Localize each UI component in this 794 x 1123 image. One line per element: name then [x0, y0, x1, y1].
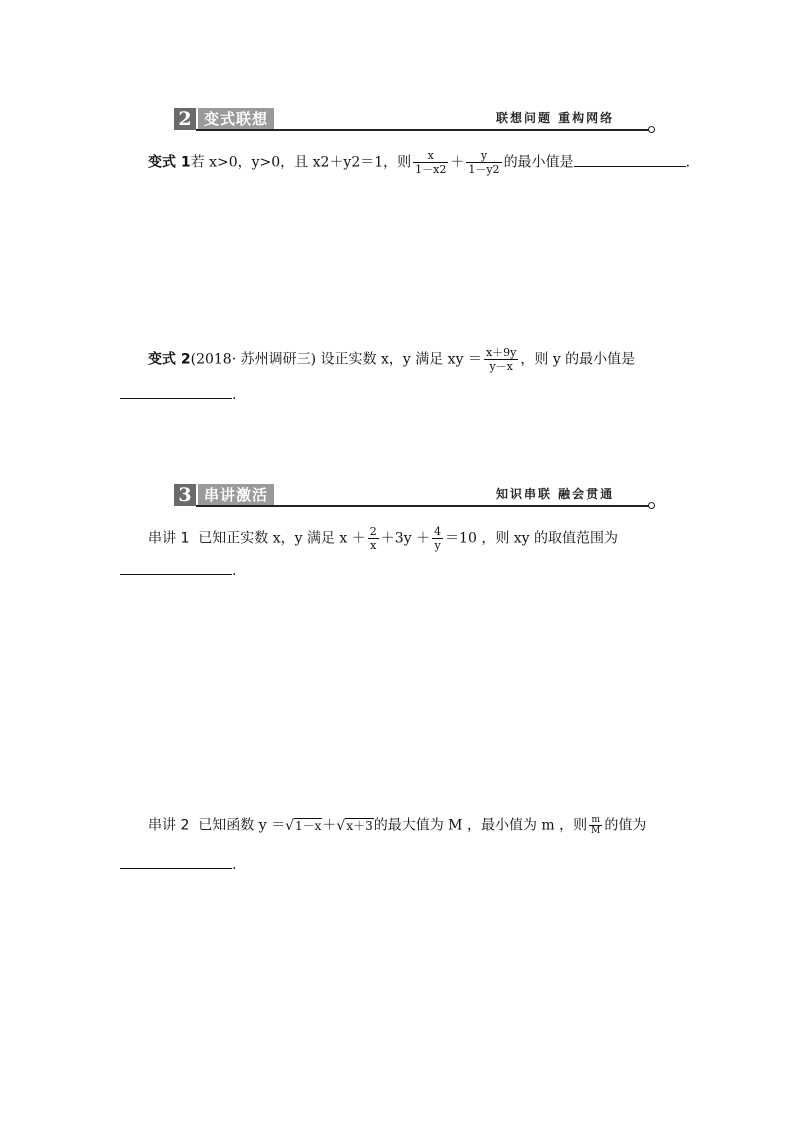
fraction	[432, 525, 443, 552]
section-title: 变式联想	[198, 108, 274, 130]
numerator: 2	[369, 525, 377, 538]
answer-blank[interactable]	[120, 560, 232, 575]
variant-2-answer-line	[120, 384, 236, 405]
divider	[196, 129, 651, 131]
denominator: 1－x2	[415, 163, 447, 176]
numerator: x＋9y	[485, 346, 517, 359]
lecture-2	[148, 815, 646, 836]
divider	[196, 505, 651, 507]
problem-label: 串讲 2	[148, 817, 190, 834]
problem-text: 的最大值为 M ，最小值为 m ，则	[373, 817, 588, 834]
problem-text: 若 x>0，y>0，且 x2＋y2＝1，则	[190, 154, 412, 171]
fraction	[368, 525, 379, 552]
fraction	[589, 815, 602, 836]
fraction	[413, 149, 448, 176]
variant-1	[148, 149, 690, 176]
denominator: 1－y2	[468, 163, 500, 176]
divider-end-dot	[648, 126, 655, 133]
variant-2	[148, 346, 635, 373]
section-title: 串讲激活	[198, 484, 274, 506]
period: .	[232, 387, 237, 403]
fraction	[484, 346, 518, 373]
section-banner-2	[174, 108, 656, 130]
denominator: x	[368, 538, 379, 552]
plus-sign: ＋	[322, 817, 337, 834]
period: .	[685, 154, 691, 171]
lecture-1-answer-line	[120, 560, 236, 581]
numerator: 4	[434, 525, 442, 538]
section-banner-3	[174, 484, 656, 506]
period: .	[232, 563, 237, 579]
numerator: x	[427, 149, 434, 162]
divider-end-dot	[648, 502, 655, 509]
problem-text: ＋3y ＋	[380, 530, 431, 547]
period: .	[232, 857, 237, 873]
problem-text: ＝10 ，则 xy 的取值范围为	[445, 530, 619, 547]
section-number: 2	[174, 108, 196, 130]
numerator: y	[480, 149, 488, 162]
problem-text: ，则 y 的最小值是	[520, 351, 636, 368]
section-tag: 知识串联 融会贯通	[496, 487, 615, 501]
answer-blank[interactable]	[120, 854, 232, 869]
problem-text: 已知正实数 x，y 满足 x ＋	[198, 530, 366, 547]
lecture-2-answer-line	[120, 854, 236, 875]
denominator: y－x	[484, 359, 518, 373]
problem-label: 变式 2	[148, 351, 191, 368]
problem-text: 的值为	[604, 817, 647, 834]
numerator: m	[591, 815, 601, 825]
denominator: y	[432, 538, 443, 552]
lecture-1	[148, 525, 618, 552]
denominator: M	[591, 826, 601, 836]
problem-text: (2018· 苏州调研三) 设正实数 x，y 满足 xy ＝	[190, 351, 482, 368]
plus-sign: ＋	[450, 154, 465, 171]
problem-text: 已知函数 y ＝	[198, 817, 286, 834]
answer-blank[interactable]	[574, 152, 686, 167]
square-root: √x＋3	[336, 817, 373, 834]
section-number: 3	[174, 484, 196, 506]
problem-label: 串讲 1	[148, 530, 190, 547]
fraction	[466, 149, 501, 176]
answer-blank[interactable]	[120, 384, 232, 399]
square-root: √1－x	[285, 817, 322, 834]
radicand: 1－x	[295, 818, 322, 833]
radicand: x＋3	[346, 818, 373, 833]
problem-label: 变式 1	[148, 154, 191, 171]
section-tag: 联想问题 重构网络	[496, 111, 615, 125]
problem-text: 的最小值是	[503, 154, 574, 171]
